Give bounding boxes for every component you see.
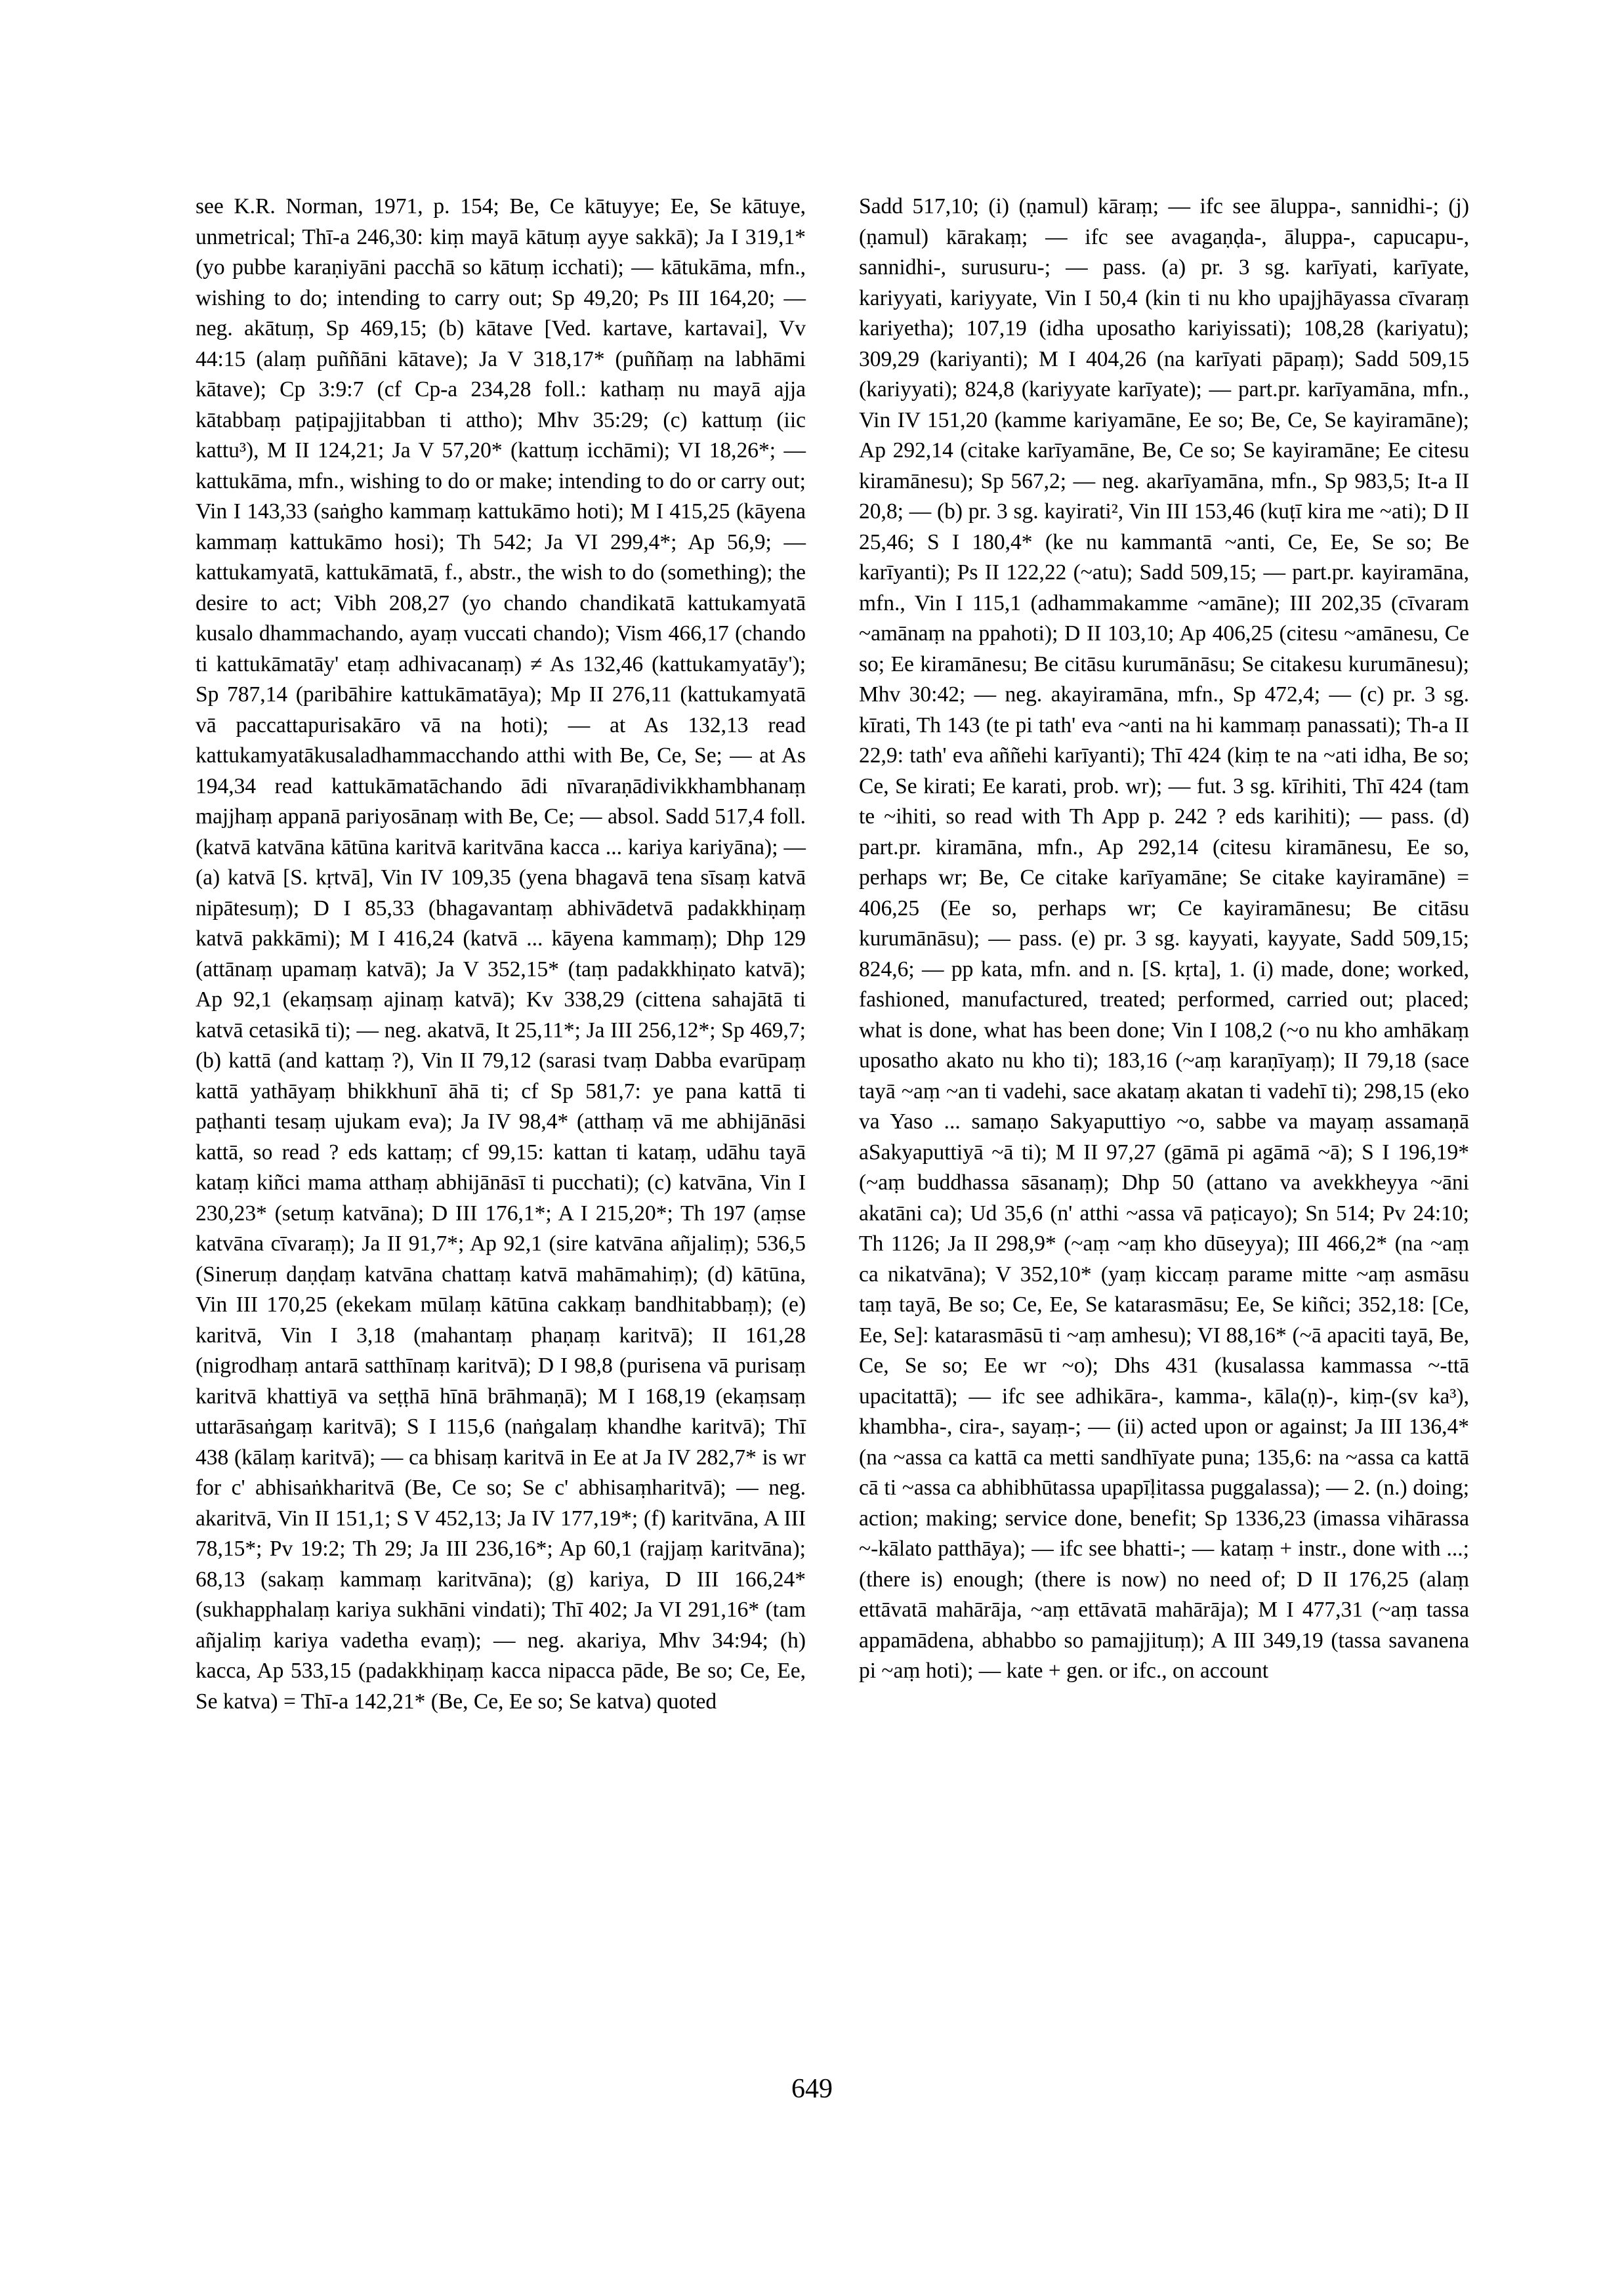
right-column [859, 192, 1469, 1687]
right-column-text: Sadd 517,10; (i) (ṇamul) kāraṃ; — ifc see āluppa-, sannidhi-; (j) (ṇamul) kārakaṃ; — ifc see avagaṇḍa-, āluppa-, capucapu-, sannidhi-, surusuru-; — pass. (a) pr. 3 sg. karīyati, karīyate, kariyyati, kariyyate, Vin I 50,4 (kin ti nu kho upajjhāyassa cīvaraṃ kariyetha); 107,19 (idha uposatho kariyissati); 108,28 (kariyatu); 309,29 (kariyanti); M I 404,26 (na karīyati pāpaṃ); Sadd 509,15 (kariyyati); 824,8 (kariyyate karīyate); — part.pr. karīyamāna, mfn., Vin IV 151,20 (kamme kariyamāne, Ee so; Be, Ce, Se kayiramāne); Ap 292,14 (citake karīyamāne, Be, Ce so; Se kayiramāne; Ee citesu kiramānesu); Sp 567,2; — neg. akarīyamāna, mfn., Sp 983,5; It-a II 20,8; — (b) pr. 3 sg. kayirati², Vin III 153,46 (kuṭī kira me ~ati); D II 25,46; S I 180,4* (ke nu kammantā ~anti, Ce, Ee, Se so; Be karīyanti); Ps II 122,22 (~atu); Sadd 509,15; — part.pr. kayiramāna, mfn., Vin I 115,1 (adhammakamme ~amāne); III 202,35 (cīvaram ~amānaṃ na ppahoti); D II 103,10; Ap 406,25 (citesu ~amānesu, Ce so; Ee kiramānesu; Be citāsu kurumānāsu; Se citakesu kurumānesu); Mhv 30:42; — neg. akayiramāna, mfn., Sp 472,4; — (c) pr. 3 sg. kīrati, Th 143 (te pi tath' eva ~anti na hi kammaṃ panassati); Th-a II 22,9: tath' eva aññehi karīyanti); Thī 424 (kiṃ te na ~ati idha, Be so; Ce, Se kirati; Ee karati, prob. wr); — fut. 3 sg. kīrihiti, Thī 424 (tam te ~ihiti, so read with Th App p. 242 ? eds karihiti); — pass. (d) part.pr. kiramāna, mfn., Ap 292,14 (citesu kiramānesu, Ee so, perhaps wr; Be, Ce citake karīyamāne; Se citake kayiramāne) = 406,25 (Ee so, perhaps wr; Ce kayiramānesu; Be citāsu kurumānāsu); — pass. (e) pr. 3 sg. kayyati, kayyate, Sadd 509,15; 824,6; — pp kata, mfn. and n. [S. kṛta], 1. (i) made, done; worked, fashioned, manufactured, treated; performed, carried out; placed; what is done, what has been done; Vin I 108,2 (~o nu kho amhākaṃ uposatho akato nu kho ti); 183,16 (~aṃ karaṇīyaṃ); II 79,18 (sace tayā ~aṃ ~an ti vadehi, sace akataṃ akatan ti vadehī ti); 298,15 (eko va Yaso ... samaṇo Sakyaputtiyo ~o, sabbe va mayaṃ assamaṇā aSakyaputtiyā ~ā ti); M II 97,27 (gāmā pi agāmā ~ā); S I 196,19* (~aṃ buddhassa sāsanaṃ); Dhp 50 (attano va avekkheyya ~āni akatāni ca); Ud 35,6 (n' atthi ~assa vā paṭicayo); Sn 514; Pv 24:10; Th 1126; Ja II 298,9* (~aṃ ~aṃ kho dūseyya); III 466,2* (na ~aṃ ca nikatvāna); V 352,10* (yaṃ kiccaṃ parame mitte ~aṃ asmāsu taṃ tayā, Be so; Ce, Ee, Se katarasmāsu; Ee, Se kiñci; 352,18: [Ce, Ee, Se]: katarasmāsū ti ~aṃ amhesu); VI 88,16* (~ā apaciti tayā, Be, Ce, Se so; Ee wr ~o); Dhs 431 (kusalassa kammassa ~-ttā upacitattā); — ifc see adhikāra-, kamma-, kāla(ṇ)-, kiṃ-(sv ka³), khambha-, cira-, sayaṃ-; — (ii) acted upon or against; Ja III 136,4* (na ~assa ca kattā ca metti sandhīyate puna; 135,6: na ~assa ca kattā cā ti ~assa ca abhibhūtassa upapīḷitassa puggalassa); — 2. (n.) doing; action; making; service done, benefit; Sp 1336,23 (imassa vihārassa ~-kālato patthāya); — ifc see bhatti-; — kataṃ + instr., done with ...; (there is) enough; (there is now) no need of; D II 176,25 (alaṃ ettāvatā mahārāja, ~aṃ ettāvatā mahārāja); M I 477,31 (~aṃ tassa appamādena, abhabbo so pamajjituṃ); A III 349,19 (tassa savanena pi ~aṃ hoti); — kate + gen. or ifc., on account [859, 194, 1469, 1683]
page-number: 649 [791, 2074, 833, 2104]
left-column [196, 192, 806, 1717]
left-column-text: see K.R. Norman, 1971, p. 154; Be, Ce kātuyye; Ee, Se kātuye, unmetrical; Thī-a 246,30: kiṃ mayā kātuṃ ayye sakkā); Ja I 319,1* (yo pubbe karaṇiyāni pacchā so kātuṃ icchati); — kātukāma, mfn., wishing to do; intending to carry out; Sp 49,20; Ps III 164,20; — neg. akātuṃ, Sp 469,15; (b) kātave [Ved. kartave, kartavai], Vv 44:15 (alaṃ puññāni kātave); Ja V 318,17* (puññaṃ na labhāmi kātave); Cp 3:9:7 (cf Cp-a 234,28 foll.: kathaṃ nu mayā ajja kātabbaṃ paṭipajjitabban ti attho); Mhv 35:29; (c) kattuṃ (iic kattu³), M II 124,21; Ja V 57,20* (kattuṃ icchāmi); VI 18,26*; — kattukāma, mfn., wishing to do or make; intending to do or carry out; Vin I 143,33 (saṅgho kammaṃ kattukāmo hoti); M I 415,25 (kāyena kammaṃ kattukāmo hosi); Th 542; Ja VI 299,4*; Ap 56,9; — kattukamyatā, kattukāmatā, f., abstr., the wish to do (something); the desire to act; Vibh 208,27 (yo chando chandikatā kattukamyatā kusalo dhammachando, ayaṃ vuccati chando); Vism 466,17 (chando ti kattukāmatāy' etaṃ adhivacanaṃ) ≠ As 132,46 (kattukamyatāy'); Sp 787,14 (paribāhire kattukāmatāya); Mp II 276,11 (kattukamyatā vā paccattapurisakāro vā na hoti); — at As 132,13 read kattukamyatākusaladhammacchando atthi with Be, Ce, Se; — at As 194,34 read kattukāmatāchando ādi nīvaraṇādivikkhambhanaṃ majjhaṃ appanā pariyosānaṃ with Be, Ce; — absol. Sadd 517,4 foll. (katvā katvāna kātūna karitvā karitvāna kacca ... kariya kariyāna); — (a) katvā [S. kṛtvā], Vin IV 109,35 (yena bhagavā tena sīsaṃ katvā nipātesuṃ); D I 85,33 (bhagavantaṃ abhivādetvā padakkhiṇaṃ katvā pakkāmi); M I 416,24 (katvā ... kāyena kammaṃ); Dhp 129 (attānaṃ upamaṃ katvā); Ja V 352,15* (taṃ padakkhiṇato katvā); Ap 92,1 (ekaṃsaṃ ajinaṃ katvā); Kv 338,29 (cittena sahajātā ti katvā cetasikā ti); — neg. akatvā, It 25,11*; Ja III 256,12*; Sp 469,7; (b) kattā (and kattaṃ ?), Vin II 79,12 (sarasi tvaṃ Dabba evarūpaṃ kattā yathāyaṃ bhikkhunī āhā ti; cf Sp 581,7: ye pana kattā ti paṭhanti tesaṃ ujukam eva); Ja IV 98,4* (atthaṃ vā me abhijānāsi kattā, so read ? eds kattaṃ; cf 99,15: kattan ti kataṃ, udāhu tayā kataṃ kiñci mama atthaṃ abhijānāsī ti pucchati); (c) katvāna, Vin I 230,23* (setuṃ katvāna); D III 176,1*; A I 215,20*; Th 197 (aṃse katvāna cīvaraṃ); Ja II 91,7*; Ap 92,1 (sire katvāna añjaliṃ); 536,5 (Sineruṃ daṇḍaṃ katvāna chattaṃ katvā mahāmahiṃ); (d) kātūna, Vin III 170,25 (ekekam mūlaṃ kātūna cakkaṃ bandhitabbaṃ); (e) karitvā, Vin I 3,18 (mahantaṃ phaṇaṃ karitvā); II 161,28 (nigrodhaṃ antarā satthīnaṃ karitvā); D I 98,8 (purisena vā purisaṃ karitvā khattiyā va seṭṭhā hīnā brāhmaṇā); M I 168,19 (ekaṃsaṃ uttarāsaṅgaṃ karitvā); S I 115,6 (naṅgalaṃ khandhe karitvā); Thī 438 (kālaṃ karitvā); — ca bhisaṃ karitvā in Ee at Ja IV 282,7* is wr for c' abhisaṅkharitvā (Be, Ce so; Se c' abhisaṃharitvā); — neg. akaritvā, Vin II 151,1; S V 452,13; Ja IV 177,19*; (f) karitvāna, A III 78,15*; Pv 19:2; Th 29; Ja III 236,16*; Ap 60,1 (rajjaṃ karitvāna); 68,13 (sakaṃ kammaṃ karitvāna); (g) kariya, D III 166,24* (sukhapphalaṃ kariya sukhāni vindati); Thī 402; Ja VI 291,16* (tam añjaliṃ kariya vadetha evaṃ); — neg. akariya, Mhv 34:94; (h) kacca, Ap 533,15 (padakkhiṇaṃ kacca nipacca pāde, Be so; Ce, Ee, Se katva) = Thī-a 142,21* (Be, Ce, Ee so; Se katva) quoted [196, 194, 806, 1714]
